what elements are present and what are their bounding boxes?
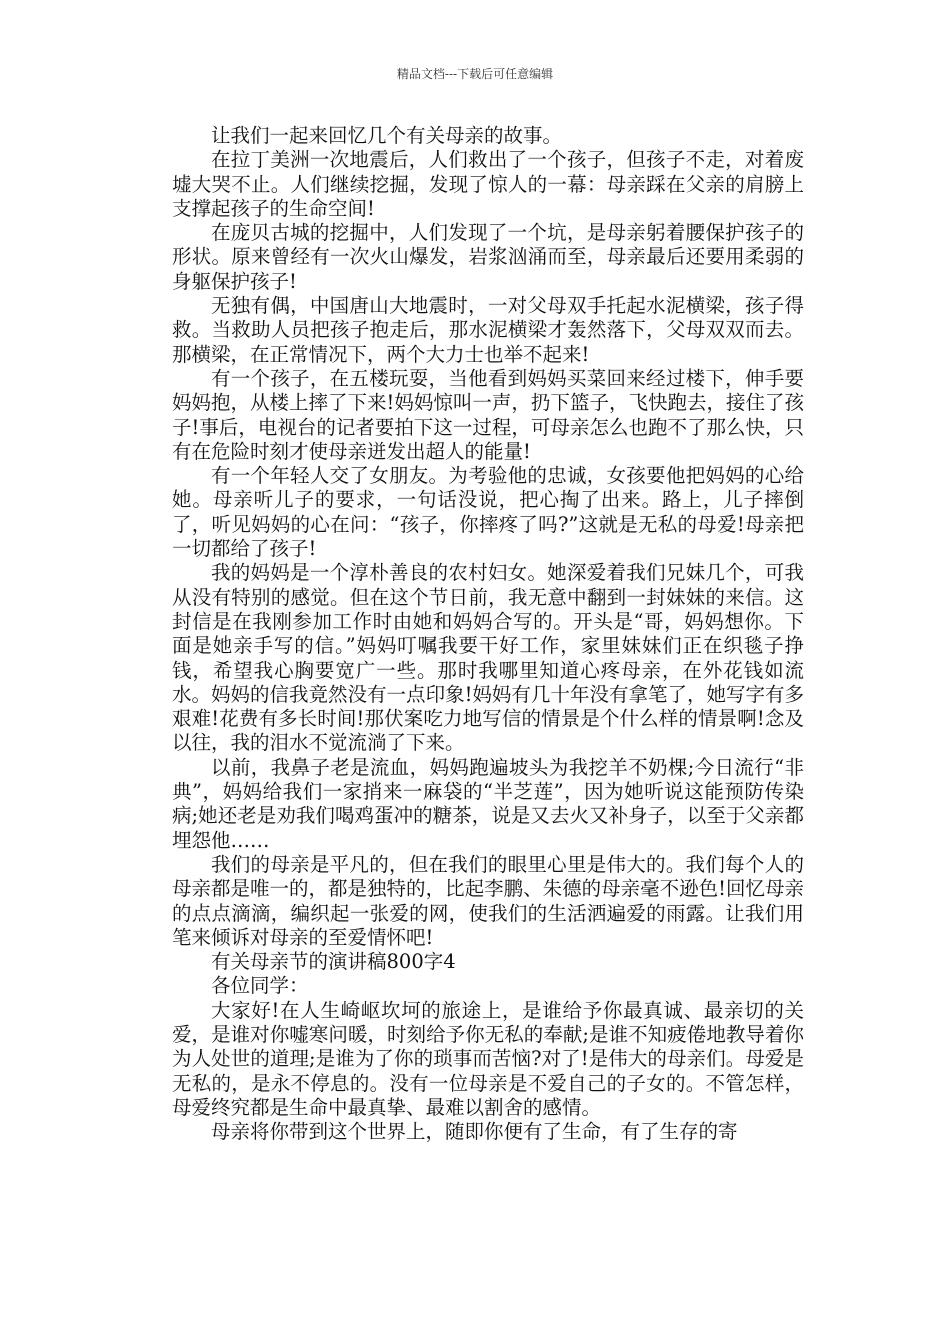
paragraph: 我的妈妈是一个淳朴善良的农村妇女。她深爱着我们兄妹几个，可我从没有特别的感觉。但在这个节日前，我无意中翻到一封妹妹的来信。这封信是在我刚参加工作时由她和妈妈合写的。开头是“哥，妈妈想你。下面是她亲手写的信。”妈妈叮嘱我要干好工作，家里妹妹们正在织毯子挣钱，希望我心胸要宽广一些。那时我哪里知道心疼母亲，在外花钱如流水。妈妈的信我竟然没有一点印象!妈妈有几十年没有拿笔了，她写字有多艰难!花费有多长时间!那伏案吃力地写信的情景是个什么样的情景啊!念及以往，我的泪水不觉流淌了下来。 bbox=[172, 561, 804, 755]
paragraph: 以前，我鼻子老是流血，妈妈跑遍坡头为我挖羊不奶棵;今日流行“非典”，妈妈给我们一家捎来一麻袋的“半芝莲”，因为她听说这能预防传染病;她还老是劝我们喝鸡蛋冲的糖茶，说是又去火又补身子，以至于父亲都埋怨他…… bbox=[172, 755, 804, 852]
paragraph: 让我们一起来回忆几个有关母亲的故事。 bbox=[211, 124, 563, 147]
paragraph: 有一个年轻人交了女朋友。为考验他的忠诚，女孩要他把妈妈的心给她。母亲听儿子的要求，一句话没说，把心掏了出来。路上，儿子摔倒了，听见妈妈的心在问：“孩子，你摔疼了吗?”这就是无私的母爱!母亲把一切都给了孩子! bbox=[172, 464, 804, 561]
paragraph: 大家好!在人生崎岖坎坷的旅途上，是谁给予你最真诚、最亲切的关爱，是谁对你嘘寒问暖，时刻给予你无私的奉献;是谁不知疲倦地教导着你为人处世的道理;是谁为了你的琐事而苦恼?对了!是伟大的母亲们。母爱是无私的，是永不停息的。没有一位母亲是不爱自己的子女的。不管怎样，母爱终究都是生命中最真挚、最难以割舍的感情。 bbox=[172, 998, 804, 1119]
salutation: 各位同学： bbox=[211, 974, 309, 998]
paragraph: 在庞贝古城的挖掘中，人们发现了一个坑，是母亲躬着腰保护孩子的形状。原来曾经有一次火山爆发，岩浆汹涌而至，母亲最后还要用柔弱的身躯保护孩子! bbox=[172, 221, 804, 293]
paragraph: 母亲将你带到这个世界上，随即你便有了生命，有了生存的寄 bbox=[211, 1120, 738, 1144]
page-header: 精品文档---下载后可任意编辑 bbox=[396, 67, 554, 81]
paragraph: 有一个孩子，在五楼玩耍，当他看到妈妈买菜回来经过楼下，伸手要妈妈抱，从楼上摔了下来!妈妈惊叫一声，扔下篮子，飞快跑去，接住了孩子!事后，电视台的记者要拍下这一过程，可母亲怎么也跑不了那么快，只有在危险时刻才使母亲迸发出超人的能量! bbox=[172, 366, 804, 463]
section-title: 有关母亲节的演讲稿800字4 bbox=[211, 950, 456, 974]
paragraph: 无独有偶，中国唐山大地震时，一对父母双手托起水泥横梁，孩子得救。当救助人员把孩子抱走后，那水泥横梁才轰然落下，父母双双而去。那横梁，在正常情况下，两个大力士也举不起来! bbox=[172, 294, 804, 366]
paragraph: 我们的母亲是平凡的，但在我们的眼里心里是伟大的。我们每个人的母亲都是唯一的，都是独特的，比起李鹏、朱德的母亲毫不逊色!回忆母亲的点点滴滴，编织起一张爱的网，使我们的生活洒遍爱的雨露。让我们用笔来倾诉对母亲的至爱情怀吧! bbox=[172, 852, 804, 949]
paragraph: 在拉丁美洲一次地震后，人们救出了一个孩子，但孩子不走，对着废墟大哭不止。人们继续挖掘，发现了惊人的一幕：母亲踩在父亲的肩膀上支撑起孩子的生命空间! bbox=[172, 148, 804, 220]
document-body bbox=[172, 124, 804, 1144]
